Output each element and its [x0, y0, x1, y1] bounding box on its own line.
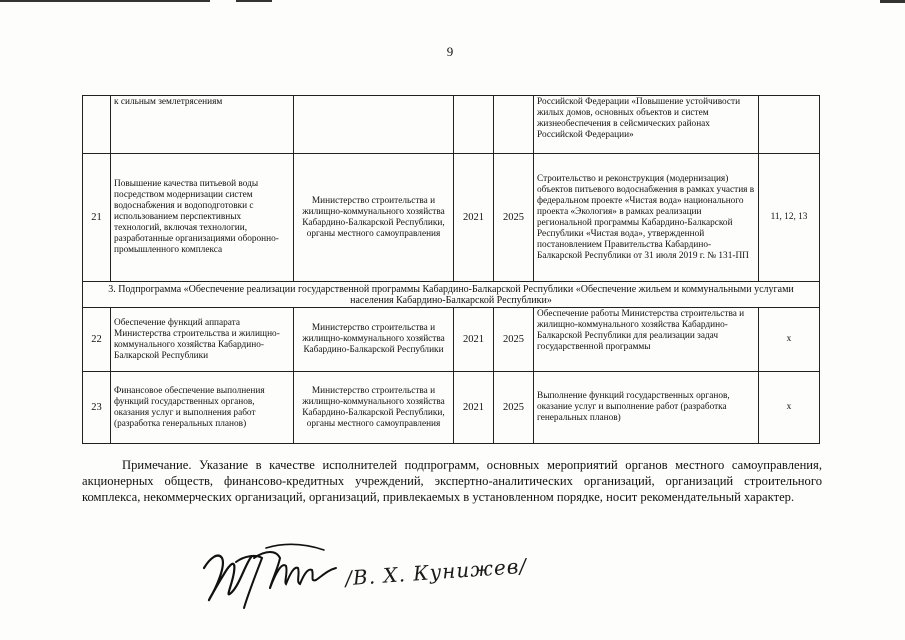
relation-cell: Строительство и реконструкция (модернизация) объектов питьевого водоснабжения в рамках участия в федеральном проекте «Чистая вода» национального проекта «Экология» в рамках реализации региональной программы Кабардино-Балкарской Республики «Чистая вода», утвержденной постановлением Правительства Кабардино-Балкарской Республики от 31 июля 2019 г. № 131-ПП: [534, 154, 759, 282]
end-year-cell: [494, 96, 534, 154]
table-row: [83, 372, 820, 444]
indicators-cell: х: [759, 372, 820, 444]
executor-cell: Министерство строительства и жилищно-коммунального хозяйства Кабардино-Балкарской Республики, органы местного самоуправления: [294, 154, 454, 282]
relation-cell: Обеспечение работы Министерства строительства и жилищно-коммунального хозяйства Кабардино-Балкарской Республики для реализации задач государственной программы: [534, 308, 759, 372]
executor-cell: [294, 96, 454, 154]
start-year-cell: [454, 96, 494, 154]
measure-cell: Финансовое обеспечение выполнения функций государственных органов, оказания услуг и выполнения работ (разработка генеральных планов): [111, 372, 294, 444]
row-number: 22: [83, 308, 111, 372]
table-row: [83, 308, 820, 372]
measures-table: [82, 95, 820, 444]
measure-cell: Обеспечение функций аппарата Министерства строительства и жилищно-коммунального хозяйства Кабардино-Балкарской Республики: [111, 308, 294, 372]
scan-edge-line-left: [0, 0, 210, 2]
relation-cell: Выполнение функций государственных органов, оказание услуг и выполнение работ (разработка генеральных планов): [534, 372, 759, 444]
row-number: [83, 96, 111, 154]
end-year-cell: 2025: [494, 308, 534, 372]
measure-cell: Повышение качества питьевой воды посредством модернизации систем водоснабжения и водоподготовки с использованием перспективных технологий, включая технологии, разработанные организациями оборонно-промышленного комплекса: [111, 154, 294, 282]
start-year-cell: 2021: [454, 154, 494, 282]
measure-cell: к сильным землетрясениям: [111, 96, 294, 154]
end-year-cell: 2025: [494, 154, 534, 282]
subprogram-title: 3. Подпрограмма «Обеспечение реализации государственной программы Кабардино-Балкарской Республики «Обеспечение жильем и коммунальными услугами населения Кабардино-Балкарской Республики»: [83, 282, 820, 308]
handwritten-signature: [196, 528, 346, 618]
start-year-cell: 2021: [454, 308, 494, 372]
executor-cell: Министерство строительства и жилищно-коммунального хозяйства Кабардино-Балкарской Республики: [294, 308, 454, 372]
subprogram-header-row: [83, 282, 820, 308]
table-row: [83, 154, 820, 282]
signature-name: /В. Х. Кунижев/: [344, 553, 528, 591]
table-row: [83, 96, 820, 154]
indicators-cell: 11, 12, 13: [759, 154, 820, 282]
indicators-cell: х: [759, 308, 820, 372]
row-number: 23: [83, 372, 111, 444]
scan-edge-line-right: [880, 0, 905, 3]
indicators-cell: [759, 96, 820, 154]
page-number: 9: [446, 44, 454, 59]
start-year-cell: 2021: [454, 372, 494, 444]
footnote: Примечание. Указание в качестве исполнителей подпрограмм, основных мероприятий органов местного самоуправления, акционерных обществ, финансово-кредитных учреждений, экспертно-аналитических организаций, организаций строительного комплекса, некоммерческих организаций, организаций, привлекаемых в установленном порядке, носит рекомендательный характер.: [82, 458, 822, 504]
relation-cell: Российской Федерации «Повышение устойчивости жилых домов, основных объектов и систем жизнеобеспечения в сейсмических районах Российской Федерации»: [534, 96, 759, 154]
executor-cell: Министерство строительства и жилищно-коммунального хозяйства Кабардино-Балкарской Республики, органы местного самоуправления: [294, 372, 454, 444]
end-year-cell: 2025: [494, 372, 534, 444]
scan-edge-line-mid: [236, 0, 272, 2]
row-number: 21: [83, 154, 111, 282]
